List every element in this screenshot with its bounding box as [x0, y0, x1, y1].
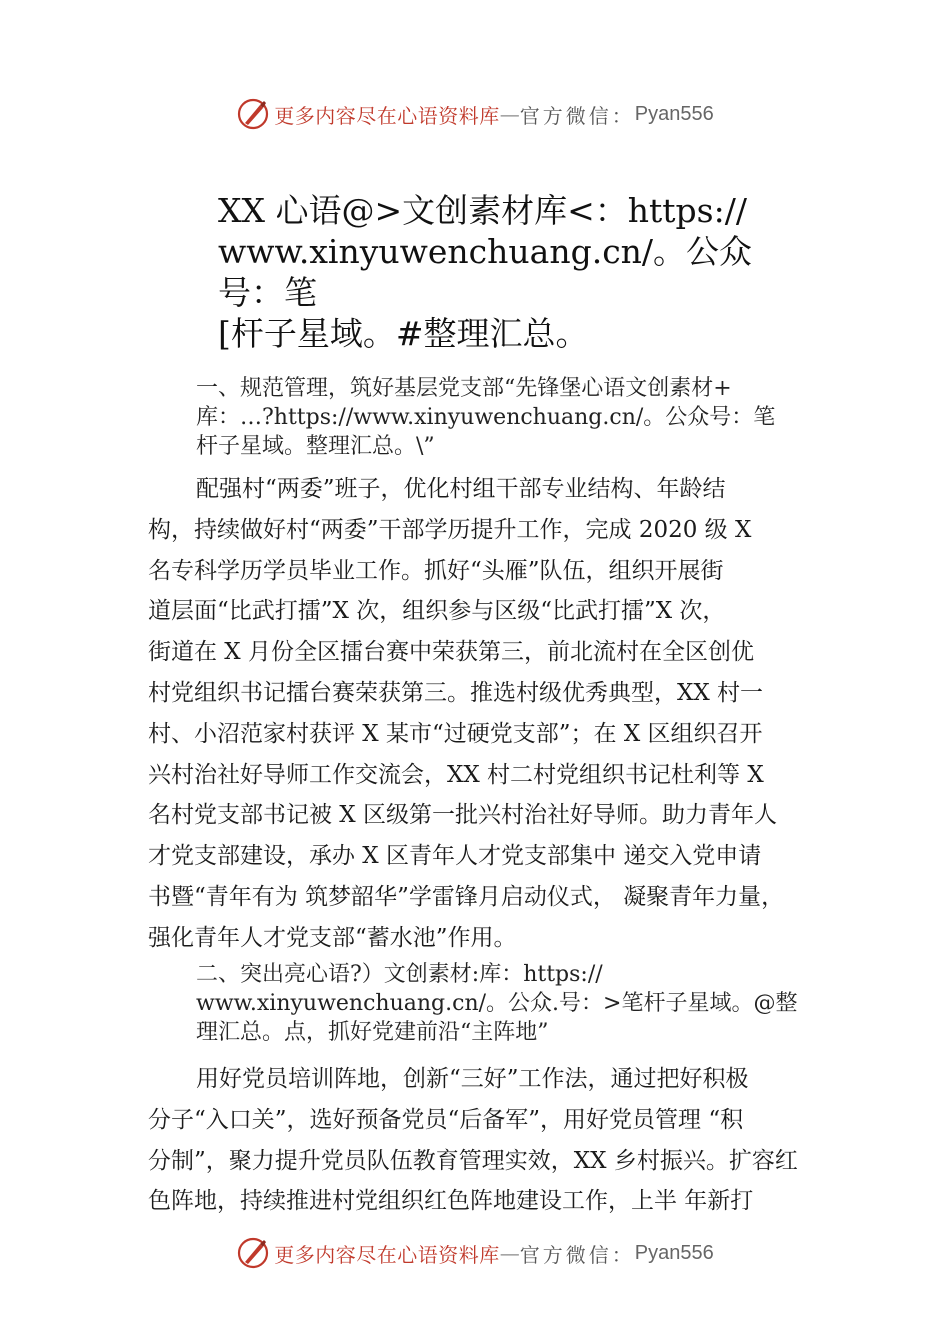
body-line: 构，持续做好村“两委”干部学历提升工作，完成 2020 级 X — [148, 516, 752, 543]
body-line: 道层面“比武打擂”X 次，组织参与区级“比武打擂”X 次， — [148, 598, 726, 625]
body-line: 分子“入口关”，选好预备党员“后备军”，用好党员管理 “积 — [148, 1106, 744, 1133]
heading-line: www.xinyuwenchuang.cn/。公众.号：>笔杆子星域。@整 — [196, 991, 798, 1016]
body-line: 分制”，聚力提升党员队伍教育管理实效，XX 乡村振兴。扩容红 — [148, 1147, 798, 1174]
heading-line: 杆子星域。整理汇总。\” — [196, 434, 435, 459]
body-line: 街道在 X 月份全区擂台赛中荣获第三，前北流村在全区创优 — [148, 639, 754, 666]
document-title — [218, 190, 818, 354]
section2-body — [148, 1059, 848, 1222]
banner-dash: — — [499, 102, 520, 126]
body-line: 强化青年人才党支部“蓄水池”作用。 — [148, 924, 517, 951]
body-line: 书暨“青年有为 筑梦韶华”学雷锋月启动仪式， 凝聚青年力量， — [148, 883, 785, 910]
header-banner — [0, 94, 950, 134]
body-line: 兴村治社好导师工作交流会，XX 村二村党组织书记杜利等 X — [148, 761, 764, 788]
heading-line: 二、突出亮心语?）文创素材:库：https:// — [196, 962, 603, 987]
body-line: 名村党支部书记被 X 区级第一批兴村治社好导师。助力青年人 — [148, 802, 777, 829]
banner-wechat-id: Pyan556 — [634, 102, 714, 125]
body-line: 才党支部建设，承办 X 区青年人才党支部集中 递交入党申请 — [148, 843, 762, 870]
body-line: 名专科学历学员毕业工作。抓好“头雁”队伍，组织开展街 — [148, 557, 724, 584]
body-line: 色阵地，持续推进村党组织红色阵地建设工作，上半 年新打 — [148, 1188, 754, 1215]
title-line: [杆子星域。#整理汇总。 — [218, 314, 589, 353]
footer-banner — [0, 1233, 950, 1273]
banner-wechat-id: Pyan556 — [634, 1241, 714, 1264]
pen-logo-icon — [236, 1236, 270, 1270]
body-line: 村、小沼范家村获评 X 某市“过硬党支部”；在 X 区组织召开 — [148, 720, 763, 747]
title-line: www.xinyuwenchuang.cn/。公众号：笔 — [218, 232, 753, 312]
banner-grey-text: 官方微信： — [519, 1242, 635, 1267]
section1-body — [148, 469, 848, 959]
banner-grey-text: 官方微信： — [519, 103, 635, 128]
body-line: 村党组织书记擂台赛荣获第三。推选村级优秀典型，XX 村一 — [148, 679, 764, 706]
heading-line: 库：…?https://www.xinyuwenchuang.cn/。公众号：笔 — [196, 405, 776, 430]
section1-heading — [196, 374, 836, 461]
banner-dash: — — [499, 1241, 520, 1265]
title-line: XX 心语@>文创素材库<：https:// — [218, 191, 747, 230]
body-line: 配强村“两委”班子，优化村组干部专业结构、年龄结 — [196, 476, 726, 502]
banner-red-text: 更多内容尽在心语资料库 — [274, 103, 500, 128]
banner-red-text: 更多内容尽在心语资料库 — [274, 1242, 500, 1267]
heading-line: 一、规范管理，筑好基层党支部“先锋堡心语文创素材+ — [196, 376, 732, 401]
body-line: 用好党员培训阵地，创新“三好”工作法，通过把好积极 — [196, 1066, 749, 1092]
section2-heading — [196, 960, 836, 1047]
pen-logo-icon — [236, 97, 270, 131]
heading-line: 理汇总。点，抓好党建前沿“主阵地” — [196, 1020, 549, 1045]
